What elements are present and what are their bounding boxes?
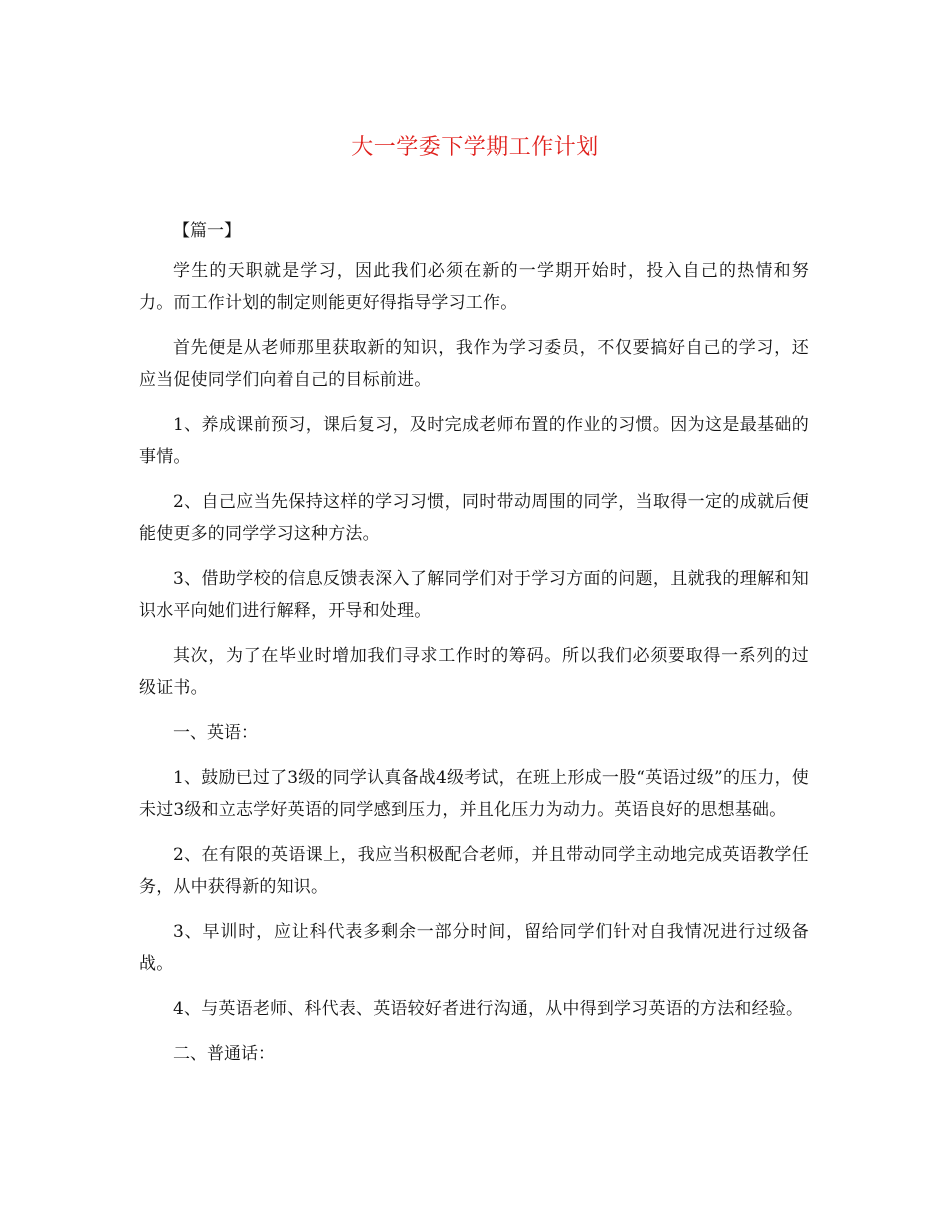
section-heading: 【篇一】 xyxy=(173,221,241,241)
document-title: 大一学委下学期工作计划 xyxy=(351,135,599,160)
section-mandarin-heading: 二、普通话： xyxy=(173,1044,275,1064)
english-item: 4、与英语老师、科代表、英语较好者进行沟通，从中得到学习英语的方法和经验。 xyxy=(173,999,804,1019)
paragraph: 1、养成课前预习，课后复习，及时完成老师布置的作业的习惯。因为这是最基础的事情。 xyxy=(139,415,809,467)
paragraph: 学生的天职就是学习，因此我们必须在新的一学期开始时，投入自己的热情和努力。而工作计划的制定则能更好得指导学习工作。 xyxy=(139,261,809,313)
paragraph: 3、借助学校的信息反馈表深入了解同学们对于学习方面的问题，且就我的理解和知识水平向她们进行解释，开导和处理。 xyxy=(139,569,809,621)
english-item: 2、在有限的英语课上，我应当积极配合老师，并且带动同学主动地完成英语教学任务，从中获得新的知识。 xyxy=(139,845,809,897)
paragraph: 首先便是从老师那里获取新的知识，我作为学习委员，不仅要搞好自己的学习，还应当促使同学们向着自己的目标前进。 xyxy=(139,338,809,390)
section-english-heading: 一、英语： xyxy=(173,723,258,743)
english-item: 3、早训时，应让科代表多剩余一部分时间，留给同学们针对自我情况进行过级备战。 xyxy=(139,922,809,974)
document-body xyxy=(139,220,809,1083)
paragraph: 2、自己应当先保持这样的学习习惯，同时带动周围的同学，当取得一定的成就后便能使更多的同学学习这种方法。 xyxy=(139,492,809,544)
english-item: 1、鼓励已过了3级的同学认真备战4级考试，在班上形成一股“英语过级”的压力，使未过3级和立志学好英语的同学感到压力，并且化压力为动力。英语良好的思想基础。 xyxy=(139,768,809,820)
paragraph: 其次，为了在毕业时增加我们寻求工作时的筹码。所以我们必须要取得一系列的过级证书。 xyxy=(139,646,809,698)
